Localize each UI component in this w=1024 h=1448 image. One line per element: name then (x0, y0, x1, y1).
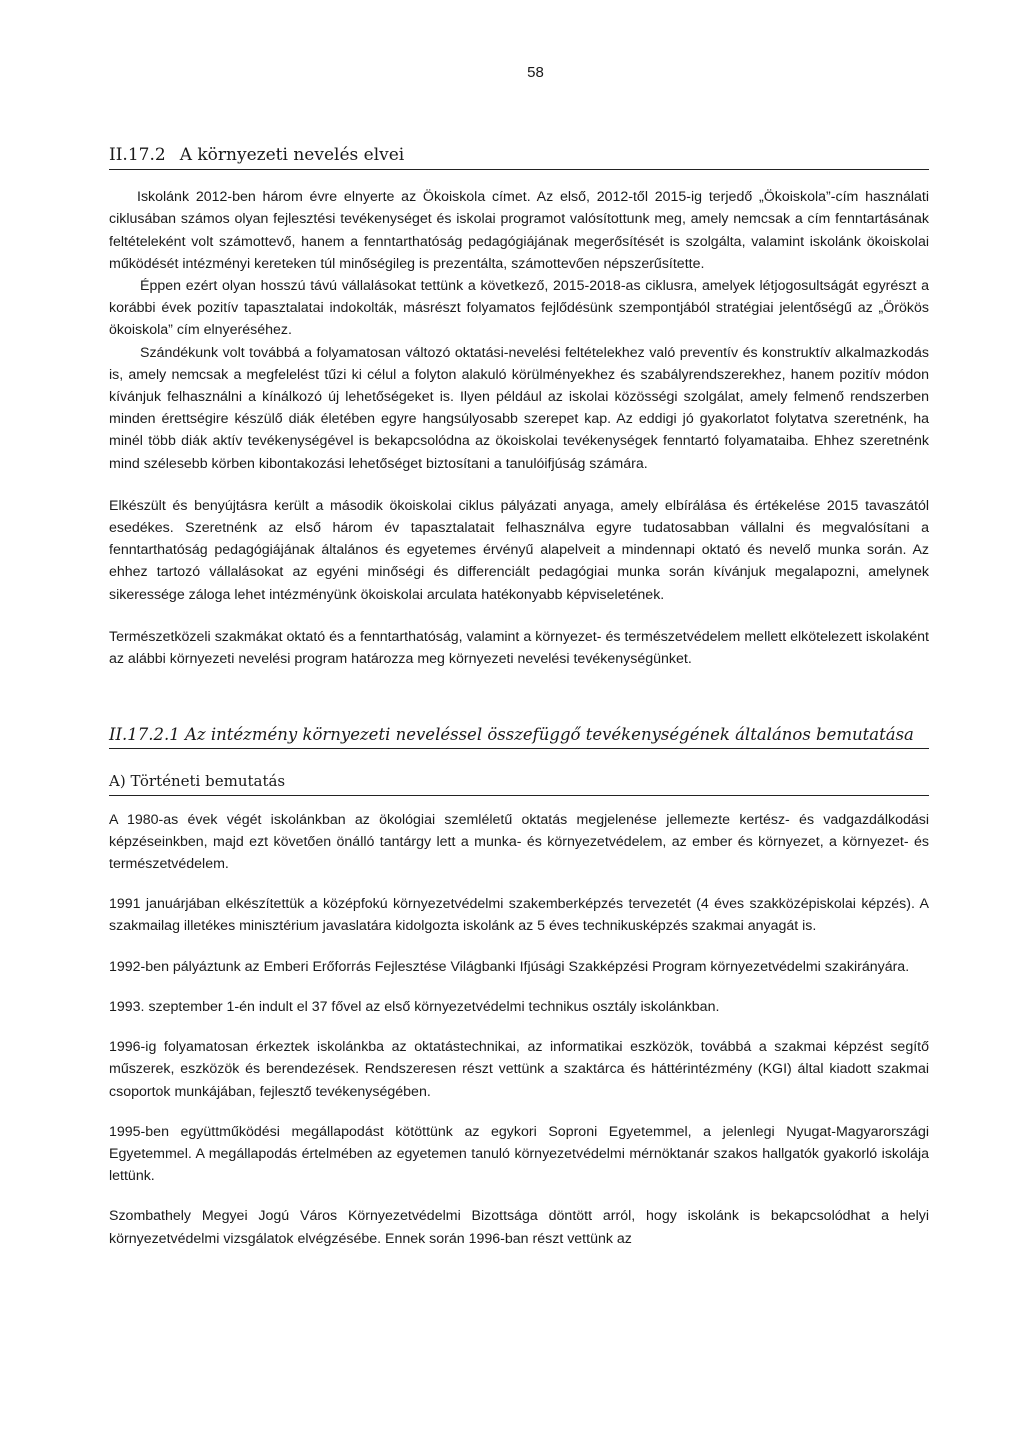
history-paragraph: 1996-ig folyamatosan érkeztek iskolánkba az oktatástechnikai, az informatikai eszközök, továbbá a szakmai képzést segítő műszerek, eszközök és berendezések. Rendszeresen részt vettünk a szaktárca és háttérintézmény (KGI) által kiadott szakmai csoportok munkájában, fejlesztő tevékenységében. (109, 1039, 929, 1100)
history-paragraph: 1992-ben pályáztunk az Emberi Erőforrás Fejlesztése Világbanki Ifjúsági Szakképzési Program környezetvédelmi szakirányára. (109, 958, 910, 975)
intro-paragraph: Szándékunk volt továbbá a folyamatosan változó oktatási-nevelési feltételekhez való preventív és konstruktív alkalmazkodás is, amely nemcsak a megfelelést tűzi ki célul a folyton alakuló körülményekhez és szabályrendszerekhez, hanem pozitív módon kívánjuk felhasználni a kínálkozó új lehetőségeket is. Ilyen például az iskolai közösségi szolgálat, amely felmenő rendszerben minden érettségire készülő diák életében egyre hangsúlyosabb szerepet kap. Az eddigi jó gyakorlatot folytatva szeretnénk, ha minél több diák aktív tevékenységével is bekapcsolódna az ökoiskolai tevékenységek fenntartó folyamataiba. Ehhez szeretnénk mind szélesebb körben kibontakozási lehetőséget biztosítani a tanulóifjúság számára. (109, 344, 929, 472)
history-paragraph: 1991 januárjában elkészítettük a középfokú környezetvédelmi szakemberképzés tervezetét (4 éves szakközépiskolai képzés). A szakmailag illetékes minisztérium javaslatára kidolgozta iskolánk az 5 éves technikusképzés szakmai anyagát is. (109, 896, 929, 935)
program-paragraph: Természetközeli szakmákat oktató és a fenntarthatóság, valamint a környezet- és természetvédelem mellett elkötelezett iskolaként az alábbi környezeti nevelési program határozza meg környezeti nevelési tevékenységünket. (109, 628, 929, 668)
history-paragraph: Szombathely Megyei Jogú Város Környezetvédelmi Bizottsága döntött arról, hogy iskolánk is bekapcsolódhat a helyi környezetvédelmi vizsgálatok elvégzésébe. Ennek során 1996-ban részt vettünk az (109, 1208, 929, 1247)
section-title: A környezeti nevelés elvei (179, 145, 405, 165)
page-content (109, 144, 929, 1250)
section-number: II.17.2 (109, 145, 166, 165)
application-paragraph: Elkészült és benyújtásra került a második ökoiskolai ciklus pályázati anyaga, amely elbírálása és értékelése 2015 tavaszától esedékes. Szeretnénk az első három év tapasztalatait felhasználva egyre tudatosabban vállalni és megvalósítani a fenntarthatóság pedagógiájának általános és egyetemes érvényű alapelveit a mindennapi oktató és nevelő munka során. Az ehhez tartozó vállalásokat az egyéni minőségi és differenciált pedagógiai munka során kívánjuk megalapozni, amelynek sikeressége záloga lehet intézményünk ökoiskolai arculata hatékonyabb képviseletének. (109, 497, 929, 603)
part-heading: A) Történeti bemutatás (109, 770, 929, 795)
history-paragraph: A 1980-as évek végét iskolánkban az ökológiai szemléletű oktatás megjelenése jellemezte kertész- és vadgazdálkodási képzéseinkben, majd ezt követően önálló tantárgy lett a munka- és környezetvédelem, az ember és környezet, a környezet- és természetvédelem. (109, 811, 929, 873)
intro-paragraph: Éppen ezért olyan hosszú távú vállalásokat tettünk a következő, 2015-2018-as ciklusra, amelyek létjogosultságát egyrészt a korábbi évek pozitív tapasztalatai indokolták, másrészt folyamatos fejlődésünk szempontjából stratégiai jelentőségű az „Örökös ökoiskola” cím elnyeréséhez. (109, 278, 929, 339)
history-paragraph: 1993. szeptember 1-én indult el 37 fővel az első környezetvédelmi technikus osztály iskolánkban. (109, 998, 720, 1015)
subsection-heading: II.17.2.1 Az intézmény környezeti neveléssel összefüggő tevékenységének általános bemutatása (109, 724, 929, 749)
intro-paragraph: Iskolánk 2012-ben három évre elnyerte az Ökoiskola címet. Az első, 2012-től 2015-ig terjedő „Ökoiskola”-cím használati ciklusában számos olyan fejlesztési tevékenységet és iskolai programot valósítottunk meg, amely nemcsak a cím fenntartásának feltételeként volt számottevő, hanem a fenntarthatóság pedagógiájának megerősítését is szolgálta, valamint iskolánk ökoiskolai működését intézményi kereteken túl minőségileg is prezentálta, számottevően népszerűsítette. (109, 189, 929, 272)
section-heading (109, 144, 929, 170)
history-paragraph: 1995-ben együttműködési megállapodást kötöttünk az egykori Soproni Egyetemmel, a jelenlegi Nyugat-Magyarországi Egyetemmel. A megállapodás értelmében az egyetemen tanuló környezetvédelmi mérnöktanár szakos hallgatók gyakorló iskolája lettünk. (109, 1123, 929, 1185)
page-number: 58 (527, 64, 544, 81)
